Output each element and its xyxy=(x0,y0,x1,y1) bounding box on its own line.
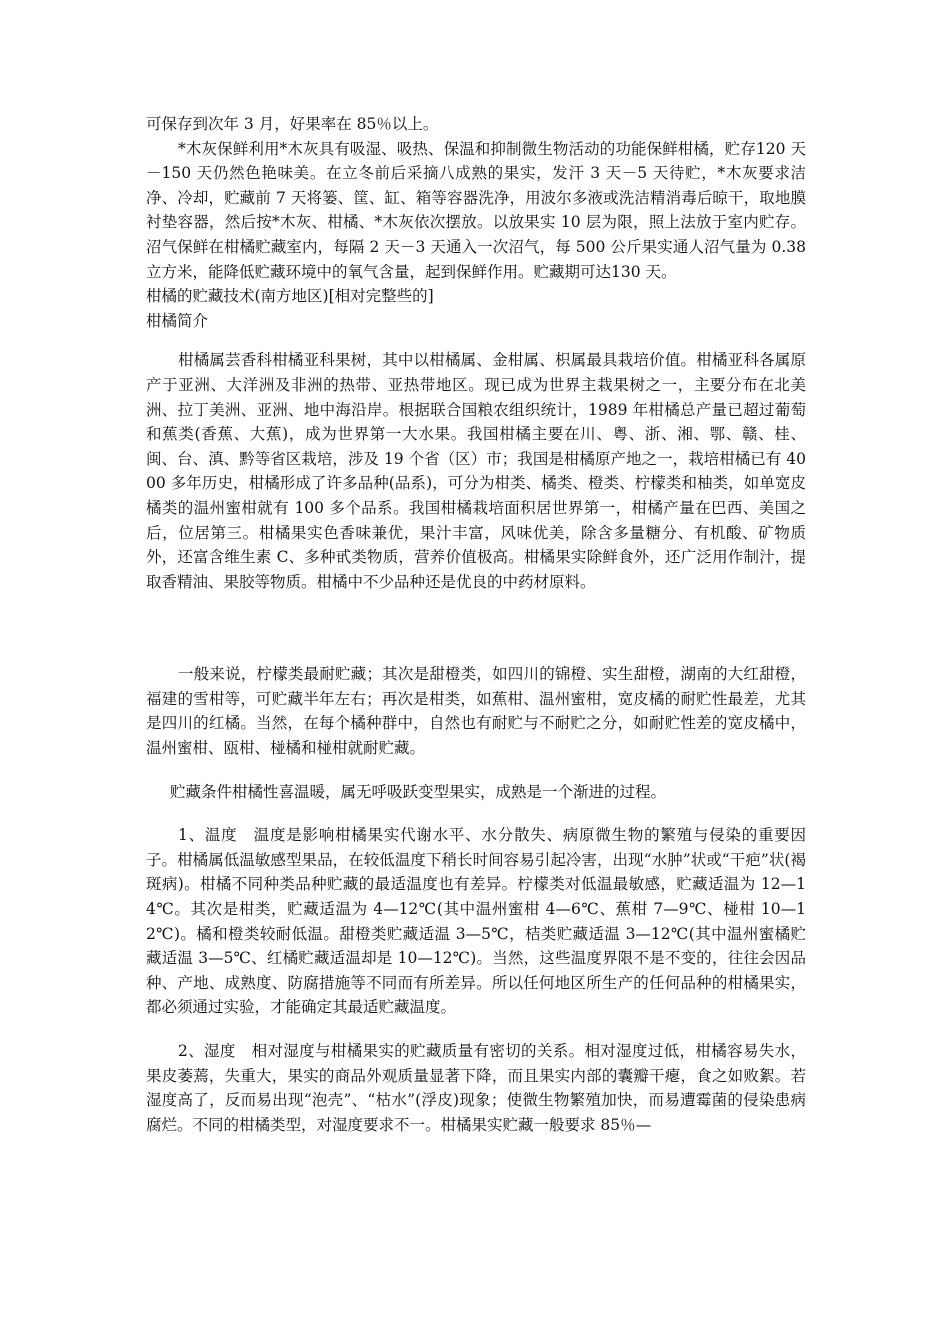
paragraph-humidity: 2、湿度 相对湿度与柑橘果实的贮藏质量有密切的关系。相对湿度过低，柑橘容易失水，果皮萎蔫，失重大，果实的商品外观质量显著下降，而且果实内部的囊瓣干瘪，食之如败絮。若湿度高了，反而易出现“泡壳”、“枯水”(浮皮)现象；使微生物繁殖加快，而易遭霉菌的侵染患病腐烂。不同的柑橘类型，对湿度要求不一。柑橘果实贮藏一般要求 85％— xyxy=(146,1042,806,1134)
document-page xyxy=(146,112,806,1137)
paragraph-storability: 一般来说，柠檬类最耐贮藏；其次是甜橙类，如四川的锦橙、实生甜橙，湖南的大红甜橙，福建的雪柑等，可贮藏半年左右；再次是柑类，如蕉柑、温州蜜柑，宽皮橘的耐贮性最差，尤其是四川的红橘。当然，在每个橘种群中，自然也有耐贮与不耐贮之分，如耐贮性差的宽皮橘中，温州蜜柑、瓯柑、椪橘和椪柑就耐贮藏。 xyxy=(146,665,806,758)
paragraph-temperature: 1、温度 温度是影响柑橘果实代谢水平、水分散失、病原微生物的繁殖与侵染的重要因子。柑橘属低温敏感型果品，在较低温度下稍长时间容易引起冷害，出现“水肿”状或“干疤”状(褐斑病)。柑橘不同种类品种贮藏的最适温度也有差异。柠檬类对低温最敏感，贮藏适温为 12—14℃。其次是柑类，贮藏适温为 4—12℃(其中温州蜜柑 4—6℃、蕉柑 7—9℃、椪柑 10—12℃)。橘和橙类较耐低温。甜橙类贮藏适温 3—5℃，桔类贮藏适温 3—12℃(其中温州蜜橘贮藏适温 3—5℃、红橘贮藏适温却是 10—12℃)。当然，这些温度界限不是不变的，往往会因品种、产地、成熟度、防腐措施等不同而有所差异。所以任何地区所生产的任何品种的柑橘果实，都必须通过实验，才能确定其最适贮藏温度。 xyxy=(146,826,806,1017)
paragraph-storage-result: 可保存到次年 3 月，好果率在 85％以上。 xyxy=(146,115,439,133)
paragraph-storage-conditions: 贮藏条件柑橘性喜温暖，属无呼吸跃变型果实，成熟是一个渐进的过程。 xyxy=(170,782,667,801)
paragraph-citrus-intro: 柑橘属芸香科柑橘亚科果树，其中以柑橘属、金柑属、枳属最具栽培价值。柑橘亚科各属原产于亚洲、大洋洲及非洲的热带、亚热带地区。现已成为世界主栽果树之一，主要分布在北美洲、拉丁美洲、亚洲、地中海沿岸。根据联合国粮农组织统计，1989 年柑橘总产量已超过葡萄和蕉类(香蕉、大蕉)，成为世界第一大水果。我国柑橘主要在川、粤、浙、湘、鄂、赣、桂、闽、台、滇、黔等省区栽培，涉及 19 个省（区）市；我国是柑橘原产地之一，栽培柑橘已有 4000 多年历史，柑橘形成了许多品种(品系)，可分为柑类、橘类、橙类、柠檬类和柚类，如单宽皮橘类的温州蜜柑就有 100 多个品系。我国柑橘栽培面积居世界第一，柑橘产量在巴西、美国之后，位居第三。柑橘果实色香味兼优，果汁丰富，风味优美，除含多量糖分、有机酸、矿物质外，还富含维生素 C、多种甙类物质，营养价值极高。柑橘果实除鲜食外，还广泛用作制汁，提取香精油、果胶等物质。柑橘中不少品种还是优良的中药材原料。 xyxy=(146,351,806,591)
subsection-heading: 柑橘简介 xyxy=(146,311,209,330)
paragraph-ash-preservation: *木灰保鲜利用*木灰具有吸湿、吸热、保温和抑制微生物活动的功能保鲜柑橘，贮存120 天－150 天仍然色艳味美。在立冬前后采摘八成熟的果实，发汗 3 天－5 天待贮，*木灰要求洁净、冷却，贮藏前 7 天将篓、筐、缸、箱等容器洗净，用波尔多液或洗洁精消毒后晾干，取地膜衬垫容器，然后按*木灰、柑橘、*木灰依次摆放。以放果实 10 层为限，照上法放于室内贮存。 沼气保鲜在柑橘贮藏室内，每隔 2 天－3 天通入一次沼气，每 500 公斤果实通人沼气量为 0.38 立方米，能降低贮藏环境中的氧气含量，起到保鲜作用。贮藏期可达130 天。 xyxy=(146,139,806,281)
section-heading: 柑橘的贮藏技术(南方地区)[相对完整些的] xyxy=(146,287,434,306)
